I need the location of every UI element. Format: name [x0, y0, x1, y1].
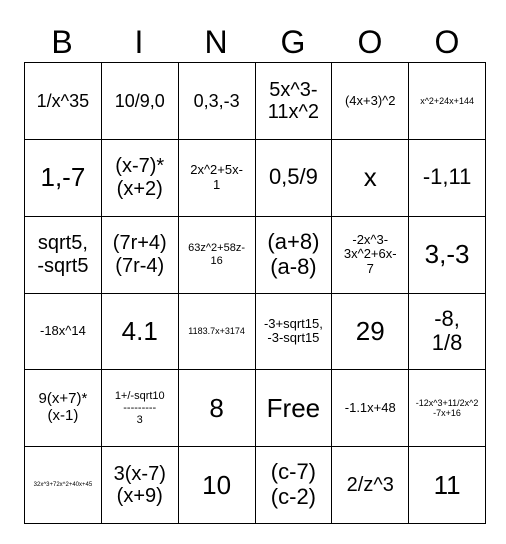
header-letter: I	[134, 24, 145, 60]
cell-text: x^2+24x+144	[420, 95, 474, 106]
free-space	[256, 370, 333, 447]
cell-text: 3,-3	[424, 239, 470, 270]
bingo-cell	[332, 294, 409, 371]
cell-text: -1.1x+48	[344, 399, 396, 415]
cell-text: 0,5/9	[268, 164, 318, 190]
header-letter: N	[204, 24, 229, 60]
bingo-cell	[102, 63, 179, 140]
bingo-grid	[24, 62, 486, 524]
cell-text: -12x^3+11/2x^2 -7x+16	[415, 398, 479, 419]
bingo-cell	[256, 217, 333, 294]
cell-text: (7r+4) (7r-4)	[112, 232, 167, 277]
bingo-cell	[332, 217, 409, 294]
bingo-cell	[25, 217, 102, 294]
bingo-cell	[409, 447, 486, 524]
bingo-header	[24, 22, 486, 62]
bingo-cell	[179, 370, 256, 447]
cell-text: -2x^3- 3x^2+6x- 7	[343, 231, 397, 276]
bingo-cell	[102, 447, 179, 524]
cell-text: 32x^3+72x^2+40x+45	[33, 481, 93, 488]
cell-text: sqrt5, -sqrt5	[37, 232, 89, 277]
cell-text: 63z^2+58z- 16	[188, 242, 245, 267]
cell-text: 1/x^35	[36, 90, 90, 111]
bingo-cell	[102, 140, 179, 217]
cell-text: -8, 1/8	[431, 305, 463, 356]
bingo-cell	[25, 370, 102, 447]
cell-text: 29	[355, 315, 385, 346]
bingo-cell	[332, 63, 409, 140]
cell-text: x	[363, 162, 377, 193]
bingo-cell	[409, 294, 486, 371]
cell-text: (x-7)* (x+2)	[115, 155, 165, 200]
bingo-cell	[409, 370, 486, 447]
bingo-cell	[179, 63, 256, 140]
bingo-cell	[409, 140, 486, 217]
bingo-cell	[102, 217, 179, 294]
header-letter: O	[434, 24, 461, 60]
bingo-cell	[25, 294, 102, 371]
bingo-cell	[102, 294, 179, 371]
cell-text: 9(x+7)* (x-1)	[38, 390, 88, 425]
bingo-cell	[332, 370, 409, 447]
cell-text: 2x^2+5x- 1	[190, 162, 243, 192]
bingo-cell	[25, 140, 102, 217]
header-letter: G	[280, 24, 307, 60]
header-letter: O	[357, 24, 384, 60]
cell-text: -18x^14	[39, 323, 86, 339]
bingo-cell	[179, 447, 256, 524]
cell-text: 5x^3- 11x^2	[267, 78, 320, 123]
cell-text: -1,11	[422, 164, 472, 190]
cell-text: 2/z^3	[346, 473, 394, 496]
bingo-cell	[25, 63, 102, 140]
cell-text: -3+sqrt15, -3-sqrt15	[263, 315, 323, 346]
bingo-cell	[179, 140, 256, 217]
bingo-cell	[256, 63, 333, 140]
cell-text: (c-7) (c-2)	[270, 459, 317, 510]
cell-text: (a+8) (a-8)	[267, 228, 320, 279]
bingo-cell	[332, 447, 409, 524]
cell-text: 11	[433, 469, 461, 500]
cell-text: 4.1	[121, 315, 158, 346]
cell-text: 10/9,0	[114, 90, 165, 111]
bingo-cell	[179, 217, 256, 294]
bingo-cell	[409, 217, 486, 294]
cell-text: 0,3,-3	[193, 90, 240, 111]
bingo-cell	[256, 140, 333, 217]
cell-text: 8	[209, 392, 224, 423]
bingo-cell	[256, 447, 333, 524]
bingo-cell	[256, 294, 333, 371]
header-letter: B	[51, 24, 74, 60]
bingo-cell	[409, 63, 486, 140]
bingo-cell	[102, 370, 179, 447]
cell-text: 1,-7	[40, 162, 86, 193]
cell-text: (4x+3)^2	[344, 92, 396, 108]
cell-text: Free	[266, 392, 321, 423]
cell-text: 1+/-sqrt10 --------- 3	[114, 389, 165, 427]
bingo-cell	[179, 294, 256, 371]
cell-text: 1183.7x+3174	[188, 326, 245, 337]
bingo-cell	[332, 140, 409, 217]
cell-text: 3(x-7) (x+9)	[113, 462, 166, 508]
bingo-cell	[25, 447, 102, 524]
cell-text: 10	[202, 469, 232, 500]
